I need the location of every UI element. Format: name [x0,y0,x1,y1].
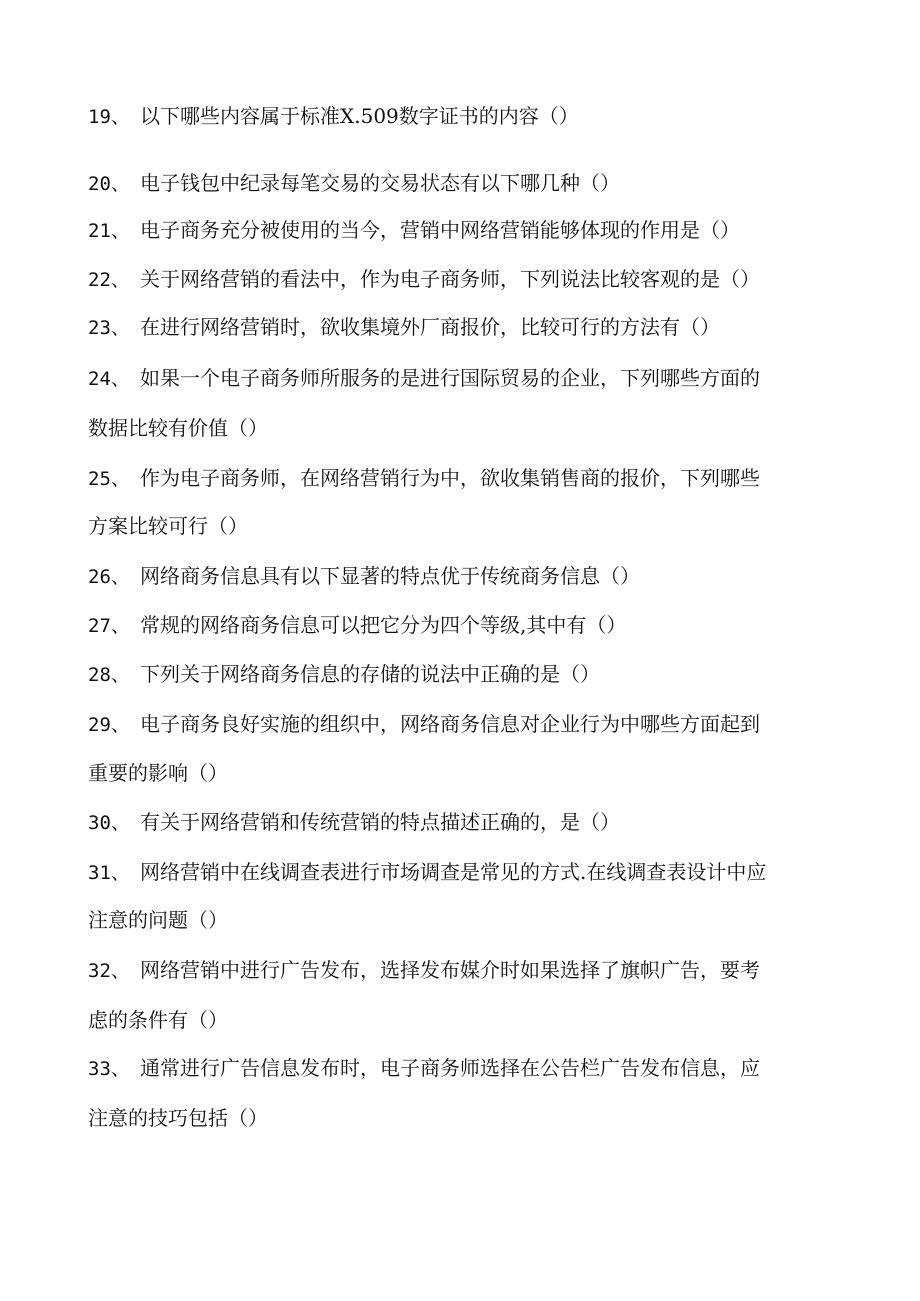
question-32 [88,956,828,985]
question-text: 下列关于网络商务信息的存储的说法中正确的是（） [140,662,600,686]
question-number: 21、 [88,220,130,242]
question-29-continuation [88,759,828,787]
question-25 [88,464,828,493]
question-number: 29、 [88,714,130,736]
question-number: 20、 [88,173,130,195]
question-24 [88,364,828,393]
question-text: 电子钱包中纪录每笔交易的交易状态有以下哪几种（） [140,171,620,195]
question-text: 通常进行广告信息发布时，电子商务师选择在公告栏广告发布信息，应 [140,1056,760,1080]
question-text-continued: 注意的技巧包括（） [88,1106,268,1130]
question-number: 24、 [88,368,130,390]
question-text: 网络营销中进行广告发布，选择发布媒介时如果选择了旗帜广告，要考 [140,958,760,982]
question-text-continued: 方案比较可行（） [88,514,248,538]
question-number: 28、 [88,664,130,686]
question-number: 19、 [88,106,130,128]
question-27 [88,611,828,640]
question-text: 以下哪些内容属于标准X.509数字证书的内容（） [140,104,579,128]
question-text-continued: 注意的问题（） [88,908,228,932]
question-number: 25、 [88,468,130,490]
question-number: 26、 [88,566,130,588]
question-number: 27、 [88,615,130,637]
question-28 [88,660,828,689]
question-24-continuation [88,414,828,442]
question-33 [88,1054,828,1083]
question-text: 作为电子商务师，在网络营销行为中，欲收集销售商的报价，下列哪些 [140,466,760,490]
question-23 [88,313,828,342]
question-text: 网络营销中在线调查表进行市场调查是常见的方式.在线调查表设计中应 [140,860,767,884]
question-29 [88,710,828,739]
question-21 [88,216,828,245]
question-number: 31、 [88,862,130,884]
question-number: 33、 [88,1058,130,1080]
question-text: 电子商务充分被使用的当今，营销中网络营销能够体现的作用是（） [140,218,740,242]
question-25-continuation [88,512,828,540]
question-30 [88,808,828,837]
question-22 [88,265,828,294]
question-text-continued: 重要的影响（） [88,761,228,785]
question-26 [88,562,828,591]
question-text: 在进行网络营销时，欲收集境外厂商报价，比较可行的方法有（） [140,315,720,339]
question-text: 关于网络营销的看法中，作为电子商务师，下列说法比较客观的是（） [140,267,760,291]
question-19 [88,102,828,131]
question-text-continued: 虑的条件有（） [88,1008,228,1032]
question-text: 电子商务良好实施的组织中，网络商务信息对企业行为中哪些方面起到 [140,712,760,736]
question-31 [88,858,828,887]
question-number: 23、 [88,317,130,339]
question-number: 32、 [88,960,130,982]
question-number: 22、 [88,269,130,291]
question-text-continued: 数据比较有价值（） [88,416,268,440]
question-text: 有关于网络营销和传统营销的特点描述正确的，是（） [140,810,620,834]
question-31-continuation [88,906,828,934]
question-number: 30、 [88,812,130,834]
question-32-continuation [88,1006,828,1034]
question-text: 常规的网络商务信息可以把它分为四个等级,其中有（） [140,613,627,637]
question-text: 如果一个电子商务师所服务的是进行国际贸易的企业，下列哪些方面的 [140,366,760,390]
question-33-continuation [88,1104,828,1132]
question-text: 网络商务信息具有以下显著的特点优于传统商务信息（） [140,564,640,588]
question-20 [88,169,828,198]
